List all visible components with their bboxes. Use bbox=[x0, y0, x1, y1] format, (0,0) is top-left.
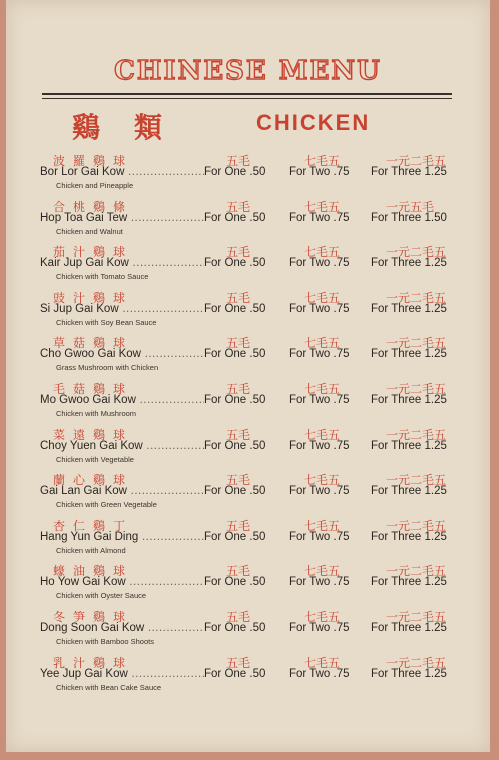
item-description: Chicken with Oyster Sauce bbox=[56, 591, 147, 601]
item-description: Chicken with Bean Cake Sauce bbox=[56, 682, 162, 692]
price-two-chinese: 七毛五 bbox=[304, 564, 341, 579]
section-heading-chinese: 鷄類 bbox=[72, 111, 197, 144]
menu-item bbox=[6, 471, 490, 517]
price-one: For One .50 bbox=[204, 348, 266, 361]
price-one: For One .50 bbox=[204, 166, 266, 178]
price-three-chinese: 一元二毛五 bbox=[386, 382, 447, 396]
item-chinese-name: 豉汁鷄球 bbox=[53, 290, 134, 305]
price-three: For Three 1.25 bbox=[371, 530, 447, 543]
item-description: Chicken with Tomato Sauce bbox=[56, 272, 149, 282]
item-description: Grass Mushroom with Chicken bbox=[56, 363, 159, 373]
item-chinese-name: 菜遠鷄球 bbox=[53, 427, 134, 442]
item-description: Chicken with Green Vegetable bbox=[56, 500, 157, 510]
price-three-chinese: 一元二毛五 bbox=[386, 610, 447, 624]
item-name: Cho Gwoo Gai Kow ..... bbox=[40, 348, 204, 360]
price-two: For Two .75 bbox=[289, 394, 350, 406]
price-three-chinese: 一元二毛五 bbox=[386, 518, 447, 533]
price-one-chinese: 五毛 bbox=[226, 610, 251, 624]
price-three-chinese: 一元二毛五 bbox=[386, 290, 447, 305]
menu-item bbox=[6, 198, 490, 244]
item-description: Chicken and Walnut bbox=[56, 226, 123, 236]
item-name: Dong Soon Gai Kow ..... bbox=[40, 622, 204, 634]
item-chinese-name: 草菇鷄球 bbox=[53, 336, 134, 351]
menu-item bbox=[6, 289, 490, 335]
menu-page bbox=[6, 0, 490, 752]
price-three-chinese: 一元二毛五 bbox=[386, 427, 447, 442]
price-two-chinese: 七毛五 bbox=[304, 245, 341, 260]
item-chinese-name: 毛菇鷄球 bbox=[53, 382, 134, 396]
price-one-chinese: 五毛 bbox=[226, 473, 251, 488]
price-two-chinese: 七毛五 bbox=[304, 518, 341, 533]
item-name: Yee Jup Gai Kow ..... bbox=[40, 668, 204, 680]
price-three-chinese: 一元二毛五 bbox=[386, 473, 447, 488]
price-two-chinese: 七毛五 bbox=[304, 290, 341, 305]
menu-item bbox=[6, 654, 490, 700]
item-name: Si Jup Gai Kow ..... bbox=[40, 303, 204, 315]
item-name: Kair Jup Gai Kow ..... bbox=[40, 257, 204, 269]
price-one-chinese: 五毛 bbox=[226, 518, 251, 533]
price-two: For Two .75 bbox=[289, 348, 350, 361]
price-two: For Two .75 bbox=[289, 576, 350, 589]
menu-item bbox=[6, 608, 490, 654]
price-two: For Two .75 bbox=[289, 302, 350, 315]
price-one: For One .50 bbox=[204, 530, 266, 543]
price-two-chinese: 七毛五 bbox=[304, 382, 341, 396]
item-chinese-name: 乳汁鷄球 bbox=[53, 655, 134, 670]
price-three: For Three 1.25 bbox=[371, 667, 447, 680]
price-three: For Three 1.25 bbox=[371, 348, 447, 361]
price-two: For Two .75 bbox=[289, 485, 350, 498]
price-one: For One .50 bbox=[204, 302, 266, 315]
price-two-chinese: 七毛五 bbox=[304, 199, 341, 214]
price-three: For Three 1.25 bbox=[371, 302, 447, 315]
price-one-chinese: 五毛 bbox=[226, 382, 251, 396]
price-two-chinese: 七毛五 bbox=[304, 655, 341, 670]
price-one: For One .50 bbox=[204, 576, 266, 589]
price-two: For Two .75 bbox=[289, 530, 350, 543]
price-three-chinese: 一元五毛 bbox=[386, 199, 435, 214]
item-name: Choy Yuen Gai Kow ..... bbox=[40, 440, 204, 452]
price-one: For One .50 bbox=[204, 394, 266, 406]
price-one: For One .50 bbox=[204, 667, 266, 680]
price-three-chinese: 一元二毛五 bbox=[386, 336, 447, 351]
price-one-chinese: 五毛 bbox=[226, 564, 251, 579]
price-two: For Two .75 bbox=[289, 667, 350, 680]
price-one-chinese: 五毛 bbox=[226, 199, 251, 214]
item-chinese-name: 杏仁鷄丁 bbox=[53, 518, 134, 533]
item-description: Chicken with Vegetable bbox=[56, 454, 134, 464]
price-two: For Two .75 bbox=[289, 622, 350, 634]
section-heading: CHICKEN bbox=[256, 110, 371, 135]
price-one-chinese: 五毛 bbox=[226, 655, 251, 670]
price-one-chinese: 五毛 bbox=[226, 427, 251, 442]
price-two-chinese: 七毛五 bbox=[304, 427, 341, 442]
price-three: For Three 1.25 bbox=[371, 576, 447, 589]
item-description: Chicken with Mushroom bbox=[56, 409, 137, 418]
price-three: For Three 1.25 bbox=[371, 485, 447, 498]
price-three: For Three 1.25 bbox=[371, 394, 447, 406]
menu-item bbox=[6, 517, 490, 563]
price-three-chinese: 一元二毛五 bbox=[386, 245, 447, 260]
price-one-chinese: 五毛 bbox=[226, 336, 251, 351]
price-one-chinese: 五毛 bbox=[226, 290, 251, 305]
item-chinese-name: 波羅鷄球 bbox=[53, 154, 134, 168]
price-one: For One .50 bbox=[204, 257, 266, 270]
item-name: Gai Lan Gai Kow ..... bbox=[40, 485, 204, 497]
menu-item bbox=[6, 562, 490, 608]
title-rule-thin bbox=[42, 98, 452, 99]
item-description: Chicken with Almond bbox=[56, 545, 126, 555]
price-one-chinese: 五毛 bbox=[226, 154, 251, 168]
item-name: Ho Yow Gai Kow ..... bbox=[40, 576, 204, 588]
price-three-chinese: 一元二毛五 bbox=[386, 564, 447, 579]
item-chinese-name: 冬笋鷄球 bbox=[53, 610, 134, 624]
item-chinese-name: 茄汁鷄球 bbox=[53, 245, 134, 260]
price-two: For Two .75 bbox=[289, 166, 350, 178]
price-two-chinese: 七毛五 bbox=[304, 336, 341, 351]
price-three: For Three 1.50 bbox=[371, 211, 447, 224]
item-name: Bor Lor Gai Kow ..... bbox=[40, 166, 204, 178]
item-description: Chicken and Pineapple bbox=[56, 181, 134, 190]
title-rule bbox=[42, 93, 452, 95]
price-two: For Two .75 bbox=[289, 439, 350, 452]
item-name: Mo Gwoo Gai Kow ..... bbox=[40, 394, 204, 406]
price-one-chinese: 五毛 bbox=[226, 245, 251, 260]
item-chinese-name: 合桃鷄條 bbox=[53, 199, 134, 214]
price-one: For One .50 bbox=[204, 439, 266, 452]
price-three-chinese: 一元二毛五 bbox=[386, 154, 447, 168]
price-two: For Two .75 bbox=[289, 211, 350, 224]
menu-item bbox=[6, 334, 490, 380]
item-description: Chicken with Bamboo Shoots bbox=[56, 637, 154, 646]
menu-title: CHINESE MENU bbox=[114, 56, 382, 86]
price-one: For One .50 bbox=[204, 622, 266, 634]
item-name: Hang Yun Gai Ding ..... bbox=[40, 531, 204, 543]
price-three-chinese: 一元二毛五 bbox=[386, 655, 447, 670]
price-three: For Three 1.25 bbox=[371, 622, 447, 634]
item-description: Chicken with Soy Bean Sauce bbox=[56, 317, 157, 327]
price-three: For Three 1.25 bbox=[371, 166, 447, 178]
price-two-chinese: 七毛五 bbox=[304, 154, 341, 168]
menu-item bbox=[6, 152, 490, 198]
item-name: Hop Toa Gai Tew ..... bbox=[40, 212, 204, 224]
item-chinese-name: 蘭心鷄球 bbox=[53, 473, 134, 488]
menu-item bbox=[6, 426, 490, 472]
menu-item bbox=[6, 243, 490, 289]
menu-item bbox=[6, 380, 490, 426]
price-one: For One .50 bbox=[204, 485, 266, 498]
price-one: For One .50 bbox=[204, 211, 266, 224]
price-two-chinese: 七毛五 bbox=[304, 473, 341, 488]
price-two: For Two .75 bbox=[289, 257, 350, 270]
price-two-chinese: 七毛五 bbox=[304, 610, 341, 624]
price-three: For Three 1.25 bbox=[371, 257, 447, 270]
item-chinese-name: 蠔油鷄球 bbox=[53, 564, 134, 579]
price-three: For Three 1.25 bbox=[371, 439, 447, 452]
